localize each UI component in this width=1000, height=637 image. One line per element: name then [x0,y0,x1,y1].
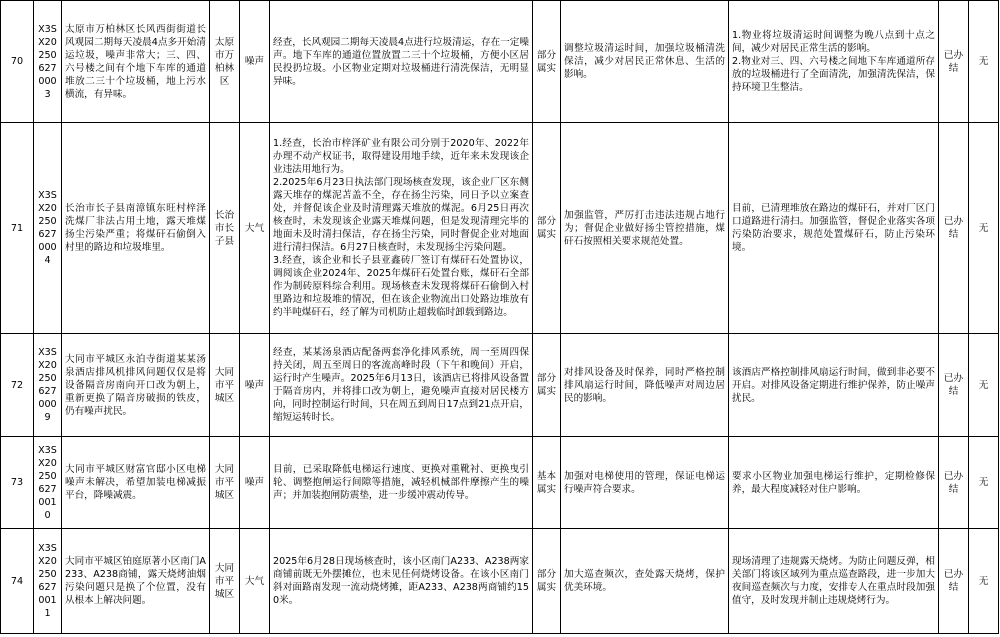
district: 太原市万柏林区 [210,1,240,123]
result-text: 要求小区物业加强电梯运行维护，定期检修保养，最大程度减轻对住户影响。 [729,437,939,529]
table-row [1,334,999,437]
verdict: 基本属实 [533,437,561,529]
district: 大同市平城区 [210,334,240,437]
pollution-type: 大气 [240,123,270,334]
row-number: 74 [1,529,34,634]
investigation-text: 经查，长风观园二期每天凌晨4点进行垃圾清运，存在一定噪声。地下车库的通道位置放置二三十个垃圾桶，方便小区居民投扔垃圾。小区物业定期对垃圾桶进行清洗保洁，无明显异味。 [270,1,533,123]
investigation-text: 目前，已采取降低电梯运行速度、更换对重靴衬、更换曳引轮、调整抱闸运行间隙等措施，减轻机械部件摩擦产生的噪声；并加装抱闸防震垫，进一步缓冲震动传导。 [270,437,533,529]
measures-text: 加强对电梯使用的管理，保证电梯运行噪声符合要求。 [561,437,729,529]
case-code: X3SX202506270003 [34,1,62,123]
complaint-text: 大同市平城区永泊寺街道某某汤泉酒店排风机排风问题仅仅是将设备隔音房南向开口改为朝上，重新更换了隔音房破损的铁皮，仍有噪声扰民。 [62,334,210,437]
table-row [1,437,999,529]
district: 长治市长子县 [210,123,240,334]
status: 已办结 [939,1,969,123]
accountability: 无 [969,123,999,334]
verdict: 部分属实 [533,334,561,437]
district: 大同市平城区 [210,529,240,634]
result-text: 1.物业将垃圾清运时间调整为晚八点到十点之间，减少对居民正常生活的影响。 2.物业对三、四、六号楼之间地下车库通道所存放的垃圾桶进行了全面清洗，加强清洗保洁，保持环境卫生整洁。 [729,1,939,123]
table-row [1,1,999,123]
row-number: 70 [1,1,34,123]
complaint-text: 太原市万柏林区长风西街街道长风观园二期每天凌晨4点多开始清运垃圾，噪声非常大；三、四、六号楼之间有个地下车库的通道堆放二三十个垃圾桶，地上污水横流，有异味。 [62,1,210,123]
verdict: 部分属实 [533,1,561,123]
verdict: 部分属实 [533,529,561,634]
complaint-text: 大同市平城区铂庭原著小区南门A233、A238商铺，露天烧烤油烟污染问题只是换了个位置，没有从根本上解决问题。 [62,529,210,634]
investigation-text: 1.经查，长治市梓泽矿业有限公司分别于2020年、2022年办理不动产权证书，取得建设用地手续，近年来未发现该企业违法用地行为。 2.2025年6月23日执法部门现场核查发现，该企业厂区东侧露天堆存的煤泥苫盖不全，存在扬尘污染，同日予以立案查处，并督促该企业及时清理露天堆放的煤泥。6月25日再次核查时，未发现该企业露天堆煤问题，但是发现清理完毕的地面未及时清扫保洁，存在扬尘污染，同时督促企业对地面进行清扫保洁。6月27日核查时，未发现扬尘污染问题。 3.经查，该企业和长子县亚鑫砖厂签订有煤矸石处置协议，调阅该企业2024年、2025年煤矸石处置台账，煤矸石全部作为制砖原料综合利用。现场核查未发现将煤矸石偷倒入村里路边和垃圾堆的情况，但在该企业物流出口处路边堆放有约半吨煤矸石，经了解为司机防止超载临时卸载到路边。 [270,123,533,334]
status: 已办结 [939,123,969,334]
case-code: X3SX202506270009 [34,334,62,437]
result-text: 该酒店严格控制排风扇运行时间，做到非必要不开启。对排风设备定期进行维护保养，防止噪声扰民。 [729,334,939,437]
accountability: 无 [969,334,999,437]
investigation-text: 2025年6月28日现场核查时，该小区南门A233、A238两家商铺前既无外摆摊位，也未见任何烧烤设备。在该小区南门斜对面路南发现一流动烧烤摊，距A233、A238两商铺约150米。 [270,529,533,634]
case-code: X3SX202506270010 [34,437,62,529]
accountability: 无 [969,529,999,634]
measures-text: 调整垃圾清运时间，加强垃圾桶清洗保洁，减少对居民正常休息、生活的影响。 [561,1,729,123]
case-code: X3SX202506270011 [34,529,62,634]
accountability: 无 [969,437,999,529]
status: 已办结 [939,437,969,529]
measures-text: 加强监管，严厉打击违法违规占地行为；督促企业做好扬尘管控措施，煤矸石按照相关要求规范处置。 [561,123,729,334]
result-text: 目前，已清理堆放在路边的煤矸石，并对厂区门口道路进行清扫。加强监管，督促企业落实各项污染防治要求，规范处置煤矸石，防止污染环境。 [729,123,939,334]
result-text: 现场清理了违规露天烧烤。为防止问题反弹，相关部门将该区域列为重点巡查路段，进一步加大夜间巡查频次与力度，安排专人在重点时段加强值守，及时发现并制止违规烧烤行为。 [729,529,939,634]
table-row [1,123,999,334]
complaint-text: 大同市平城区财富官邸小区电梯噪声未解决，希望加装电梯减振平台，降噪减震。 [62,437,210,529]
table-row [1,529,999,634]
row-number: 73 [1,437,34,529]
verdict: 部分属实 [533,123,561,334]
accountability: 无 [969,1,999,123]
complaint-text: 长治市长子县南漳镇东旺村梓泽洗煤厂非法占用土地，露天堆煤扬尘污染严重；将煤矸石偷倒入村里的路边和垃圾堆里。 [62,123,210,334]
district: 大同市平城区 [210,437,240,529]
investigation-text: 经查，某某汤泉酒店配备两套净化排风系统，周一至周四保持关闭，周五至周日的客流高峰时段（下午和晚间）开启，运行时产生噪声。2025年6月13日，该酒店已将排风设备置于隔音房内，并将排口改为朝上，避免噪声直接对居民楼方向，同时控制运行时间，只在周五到周日17点到21点开启，缩短运转时长。 [270,334,533,437]
pollution-type: 噪声 [240,334,270,437]
pollution-type: 噪声 [240,437,270,529]
status: 已办结 [939,529,969,634]
pollution-type: 噪声 [240,1,270,123]
measures-text: 加大巡查频次，查处露天烧烤，保护优美环境。 [561,529,729,634]
row-number: 71 [1,123,34,334]
status: 已办结 [939,334,969,437]
case-code: X3SX202506270004 [34,123,62,334]
row-number: 72 [1,334,34,437]
pollution-type: 大气 [240,529,270,634]
measures-text: 对排风设备及时保养，同时严格控制排风扇运行时间，降低噪声对周边居民的影响。 [561,334,729,437]
